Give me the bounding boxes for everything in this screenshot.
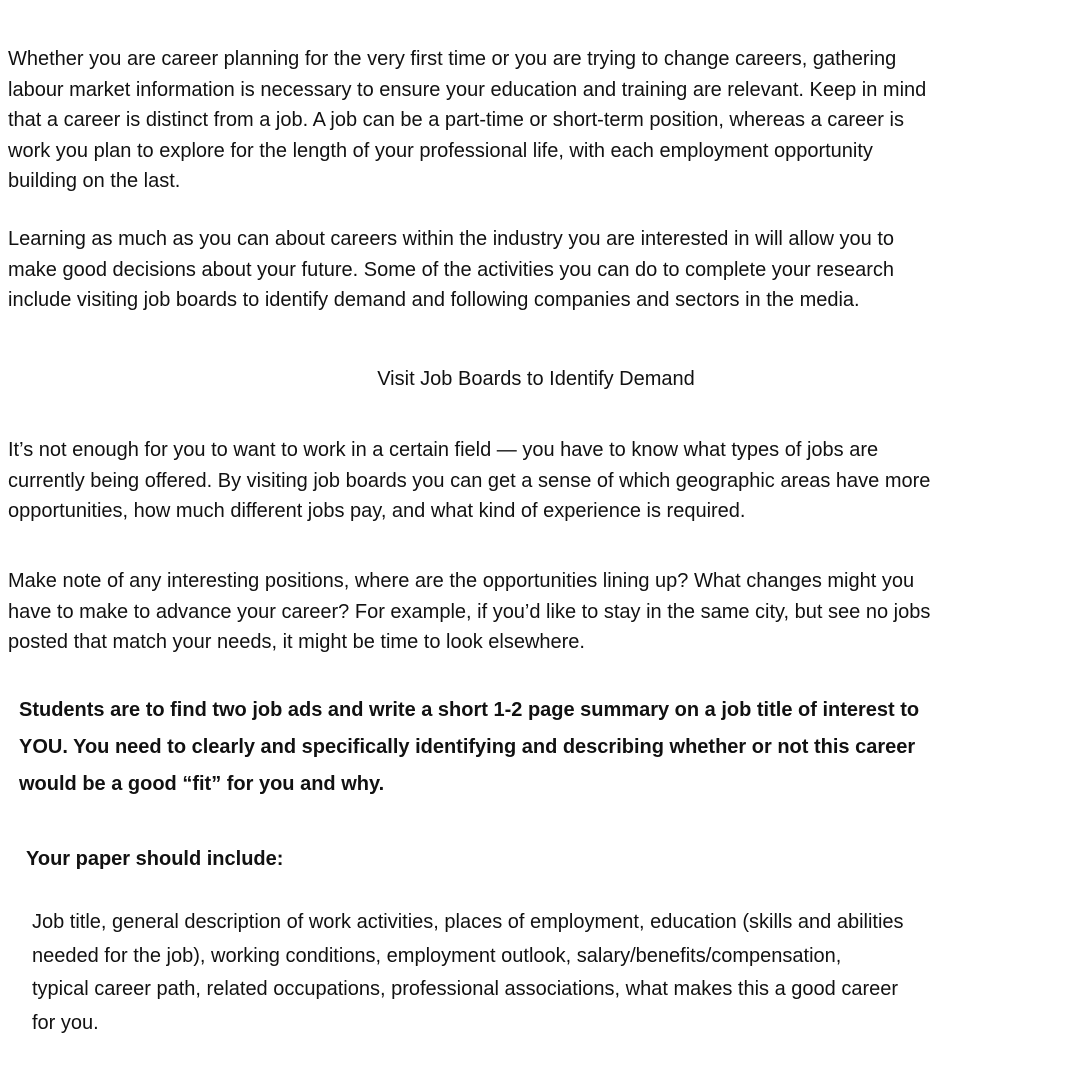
section-heading: Visit Job Boards to Identify Demand [377,368,695,390]
intro-paragraph-1: Whether you are career planning for the very first time or you are trying to change careers, gathering labour market information is necessary to ensure your education and training are relevant. Keep in mind that a career is distinct from a job. A job can be a part-time or short-term position, whereas a career is work you plan to explore for the length of your professional life, with each employment opportunity building on the last. [8,48,927,192]
include-list: Job title, general description of work activities, places of employment, education (skills and abilities needed for the job), working conditions, employment outlook, salary/benefits/compensation, typical career path, related occupations, professional associations, what makes this a good career for you. [32,911,904,1034]
intro-paragraph-2: Learning as much as you can about careers within the industry you are interested in will allow you to make good decisions about your future. Some of the activities you can do to complete your research include visiting job boards to identify demand and following companies and sectors in the media. [8,228,895,311]
section-paragraph-2: Make note of any interesting positions, where are the opportunities lining up? What changes might you have to make to advance your career? For example, if you’d like to stay in the same city, but see no jobs posted that match your needs, it might be time to look elsewhere. [8,570,931,653]
include-heading: Your paper should include: [26,848,284,870]
assignment-instructions: Students are to find two job ads and write a short 1-2 page summary on a job title of interest to YOU. You need to clearly and specifically identifying and describing whether or not this career would be a good “fit” for you and why. [19,699,920,795]
section-paragraph-1: It’s not enough for you to want to work in a certain field — you have to know what types of jobs are currently being offered. By visiting job boards you can get a sense of which geographic areas have more opportunities, how much different jobs pay, and what kind of experience is required. [8,439,931,522]
